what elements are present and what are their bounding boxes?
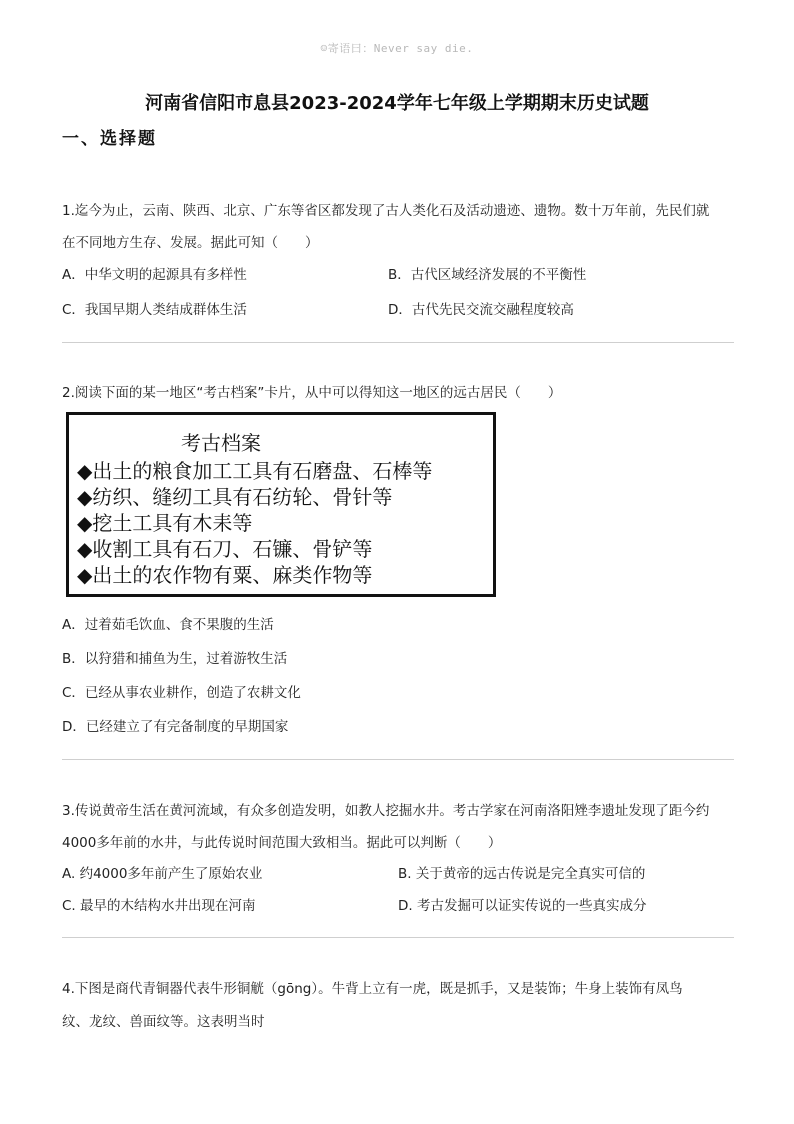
question-divider	[62, 759, 734, 760]
question-1-option-b[interactable]: B．古代区域经济发展的不平衡性	[388, 267, 587, 283]
card-item: ◆挖土工具有木耒等	[77, 511, 253, 535]
question-4-line-2: 纹、龙纹、兽面纹等。这表明当时	[62, 1014, 265, 1030]
question-3-option-b[interactable]: B. 关于黄帝的远古传说是完全真实可信的	[398, 866, 646, 882]
question-2-option-c[interactable]: C．已经从事农业耕作，创造了农耕文化	[62, 685, 301, 701]
card-item: ◆纺织、缝纫工具有石纺轮、骨针等	[77, 485, 393, 509]
archaeology-card	[66, 412, 496, 597]
question-1-option-d[interactable]: D．古代先民交流交融程度较高	[388, 302, 574, 318]
question-2-line-1: 2.阅读下面的某一地区“考古档案”卡片，从中可以得知这一地区的远古居民（ ）	[62, 385, 562, 401]
question-1-line-1: 1.迄今为止，云南、陕西、北京、广东等省区都发现了古人类化石及活动遗迹、遗物。数十万年前，先民们就	[62, 203, 710, 219]
card-item: ◆出土的农作物有粟、麻类作物等	[77, 563, 373, 587]
question-4-line-1: 4.下图是商代青铜器代表牛形铜觥（gōng）。牛背上立有一虎，既是抓手，又是装饰；牛身上装饰有凤鸟	[62, 981, 683, 997]
question-1-option-a[interactable]: A．中华文明的起源具有多样性	[62, 267, 247, 283]
question-2-option-a[interactable]: A．过着茹毛饮血、食不果腹的生活	[62, 617, 274, 633]
question-3-option-d[interactable]: D. 考古发掘可以证实传说的一些真实成分	[398, 898, 647, 914]
question-1-line-2: 在不同地方生存、发展。据此可知（ ）	[62, 235, 319, 251]
question-2-option-b[interactable]: B．以狩猎和捕鱼为生，过着游牧生活	[62, 651, 288, 667]
card-item: ◆出土的粮食加工工具有石磨盘、石棒等	[77, 459, 433, 483]
card-title: 考古档案	[181, 431, 261, 455]
question-3-line-1: 3.传说黄帝生活在黄河流域，有众多创造发明，如教人挖掘水井。考古学家在河南洛阳矬李遗址发现了距今约	[62, 803, 710, 819]
question-divider	[62, 342, 734, 343]
question-3-line-2: 4000多年前的水井，与此传说时间范围大致相当。据此可以判断（ ）	[62, 835, 502, 851]
card-item: ◆收割工具有石刀、石镰、骨铲等	[77, 537, 373, 561]
section-heading: 一、选择题	[62, 129, 157, 149]
question-3-option-a[interactable]: A. 约4000多年前产生了原始农业	[62, 866, 263, 882]
question-1-option-c[interactable]: C．我国早期人类结成群体生活	[62, 302, 247, 318]
question-divider	[62, 937, 734, 938]
question-3-option-c[interactable]: C. 最早的木结构水井出现在河南	[62, 898, 256, 914]
document-title: 河南省信阳市息县2023-2024学年七年级上学期期末历史试题	[145, 93, 649, 114]
watermark-text: ☺寄语曰：Never say die.	[320, 42, 474, 55]
question-2-option-d[interactable]: D．已经建立了有完备制度的早期国家	[62, 719, 289, 735]
